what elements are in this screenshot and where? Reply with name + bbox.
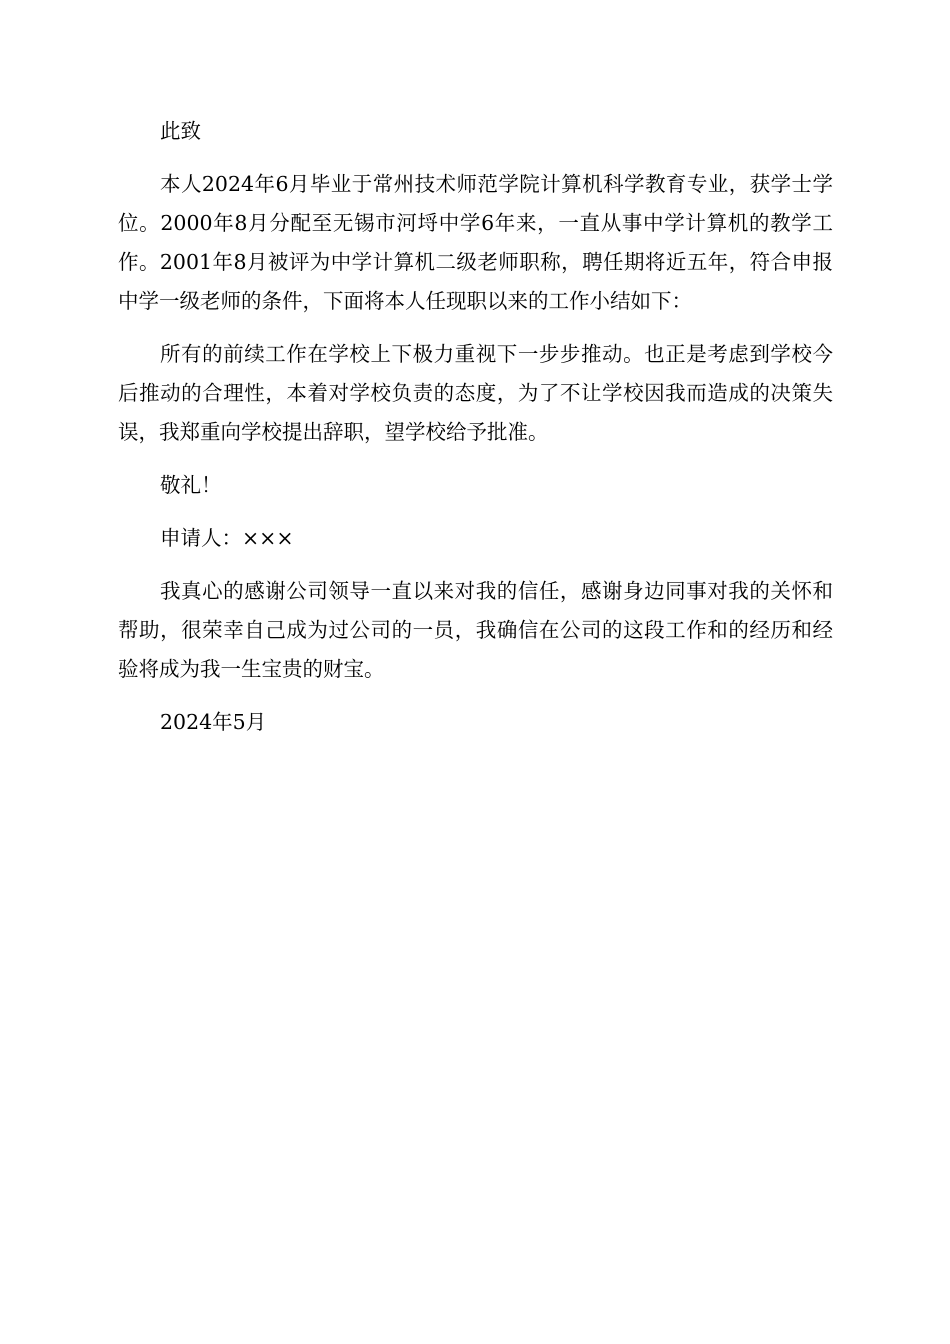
letter-date: 2024年5月: [160, 710, 267, 734]
paragraph-resignation: 所有的前续工作在学校上下极力重视下一步步推动。也正是考虑到学校今后推动的合理性，本着对学校负责的态度，为了不让学校因我而造成的决策失误，我郑重向学校提出辞职，望学校给予批准。: [118, 342, 833, 444]
applicant-line: 申请人：×××: [160, 526, 294, 550]
salutation: 敬礼！: [160, 473, 222, 497]
paragraph-background: 本人2024年6月毕业于常州技术师范学院计算机科学教育专业，获学士学位。2000年8月分配至无锡市河埒中学6年来，一直从事中学计算机的教学工作。2001年8月被评为中学计算机二级老师职称，聘任期将近五年，符合申报中学一级老师的条件，下面将本人任现职以来的工作小结如下：: [118, 172, 833, 313]
letter-body: [118, 112, 833, 756]
closing-greeting: 此致: [160, 119, 201, 143]
paragraph-gratitude: 我真心的感谢公司领导一直以来对我的信任，感谢身边同事对我的关怀和帮助，很荣幸自己成为过公司的一员，我确信在公司的这段工作和的经历和经验将成为我一生宝贵的财宝。: [118, 579, 833, 681]
